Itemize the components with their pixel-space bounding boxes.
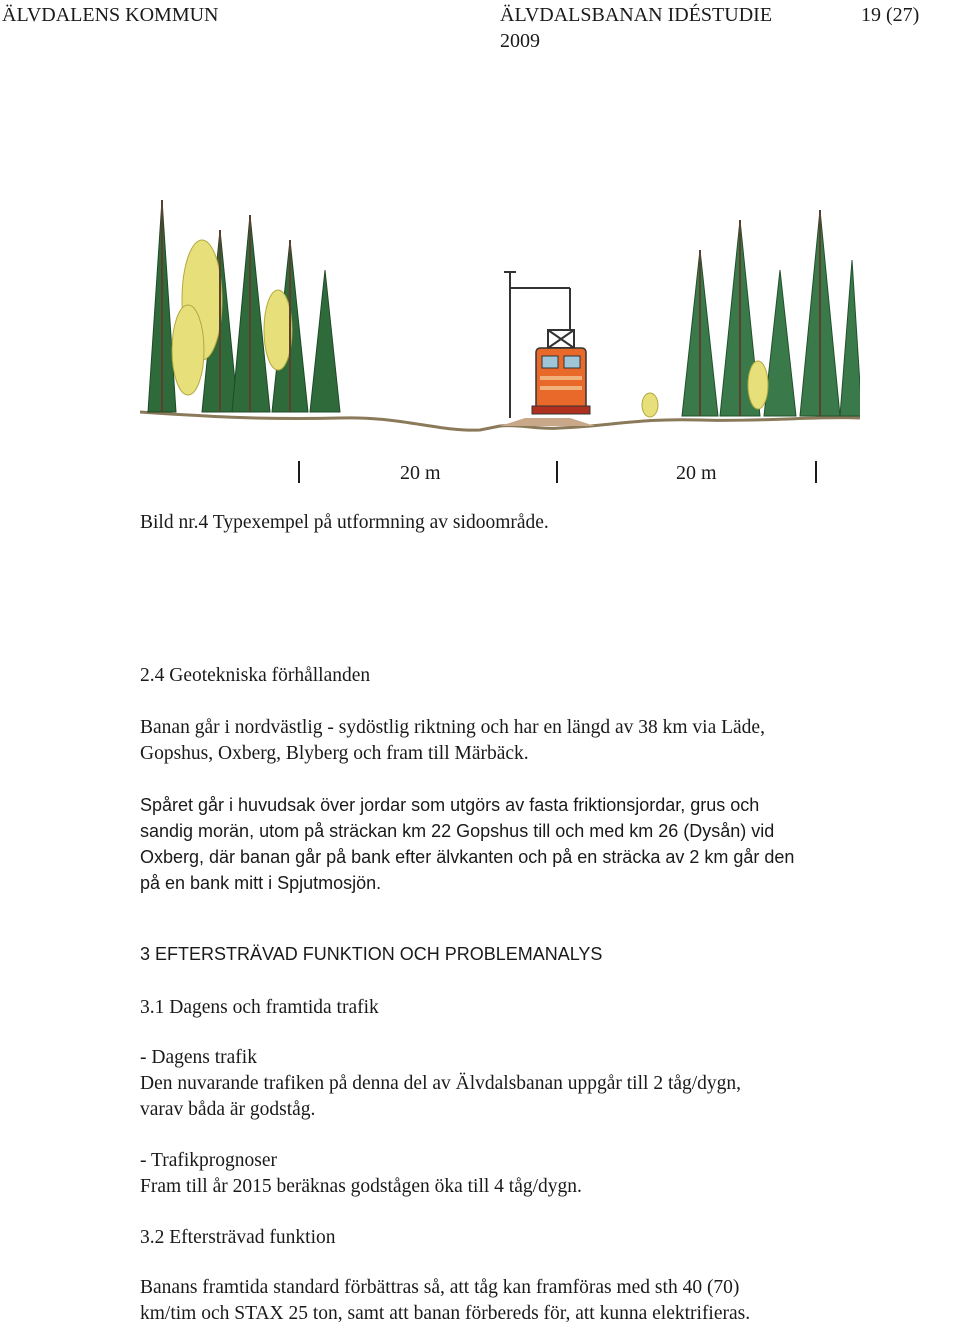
header-document-title: ÄLVDALSBANAN IDÉSTUDIE xyxy=(500,4,773,26)
text-line: - Dagens trafik xyxy=(140,1047,257,1068)
track-embankment xyxy=(500,418,595,426)
section-heading-traffic: 3.1 Dagens och framtida trafik xyxy=(140,997,379,1018)
text-line: Spåret går i huvudsak över jordar som utgörs av fasta friktionsjordar, grus och xyxy=(140,795,760,815)
text-line: km/tim och STAX 25 ton, samt att banan förbereds för, att kunna elektrifieras. xyxy=(140,1303,751,1324)
text-line: Banans framtida standard förbättras så, att tåg kan framföras med sth 40 (70) xyxy=(140,1277,740,1298)
paragraph-target-function xyxy=(140,1275,880,1327)
text-line: Gopshus, Oxberg, Blyberg och fram till Märbäck. xyxy=(140,743,529,764)
paragraph-route xyxy=(140,715,880,767)
text-line: - Trafikprognoser xyxy=(140,1150,278,1171)
figure-caption: Bild nr.4 Typexempel på utformning av sidoområde. xyxy=(140,512,549,533)
text-line: sandig morän, utom på sträckan km 22 Gopshus till och med km 26 (Dysån) vid xyxy=(140,821,775,841)
text-line: varav båda är godståg. xyxy=(140,1099,316,1120)
section-heading-geotechnical: 2.4 Geotekniska förhållanden xyxy=(140,665,371,686)
text-line: Fram till år 2015 beräknas godstågen öka till 4 tåg/dygn. xyxy=(140,1176,582,1197)
forest-railway-cross-section-illustration xyxy=(140,180,860,445)
left-forest xyxy=(148,200,340,412)
chapter-heading: 3 EFTERSTRÄVAD FUNKTION OCH PROBLEMANALYS xyxy=(140,944,603,964)
text-line: Oxberg, där banan går på bank efter älvkanten och på en sträcka av 2 km går den xyxy=(140,847,795,867)
paragraph-traffic-forecast xyxy=(140,1148,880,1200)
section-heading-function: 3.2 Eftersträvad funktion xyxy=(140,1227,336,1248)
header-year: 2009 xyxy=(500,30,540,52)
text-line: Den nuvarande trafiken på denna del av Älvdalsbanan uppgår till 2 tåg/dygn, xyxy=(140,1073,742,1094)
text-line: Banan går i nordvästlig - sydöstlig riktning och har en längd av 38 km via Läde, xyxy=(140,717,765,738)
scale-tick-right xyxy=(815,461,817,483)
right-forest xyxy=(642,210,860,417)
text-line: på en bank mitt i Spjutmosjön. xyxy=(140,873,382,893)
scale-label-right: 20 m xyxy=(676,462,717,484)
scale-tick-center xyxy=(556,461,558,483)
paragraph-current-traffic xyxy=(140,1045,880,1123)
header-page-number: 19 (27) xyxy=(861,4,920,26)
scale-label-left: 20 m xyxy=(400,462,441,484)
paragraph-soil xyxy=(140,792,880,896)
scale-tick-left xyxy=(298,461,300,483)
header-municipality: ÄLVDALENS KOMMUN xyxy=(2,4,219,26)
locomotive xyxy=(532,348,590,414)
